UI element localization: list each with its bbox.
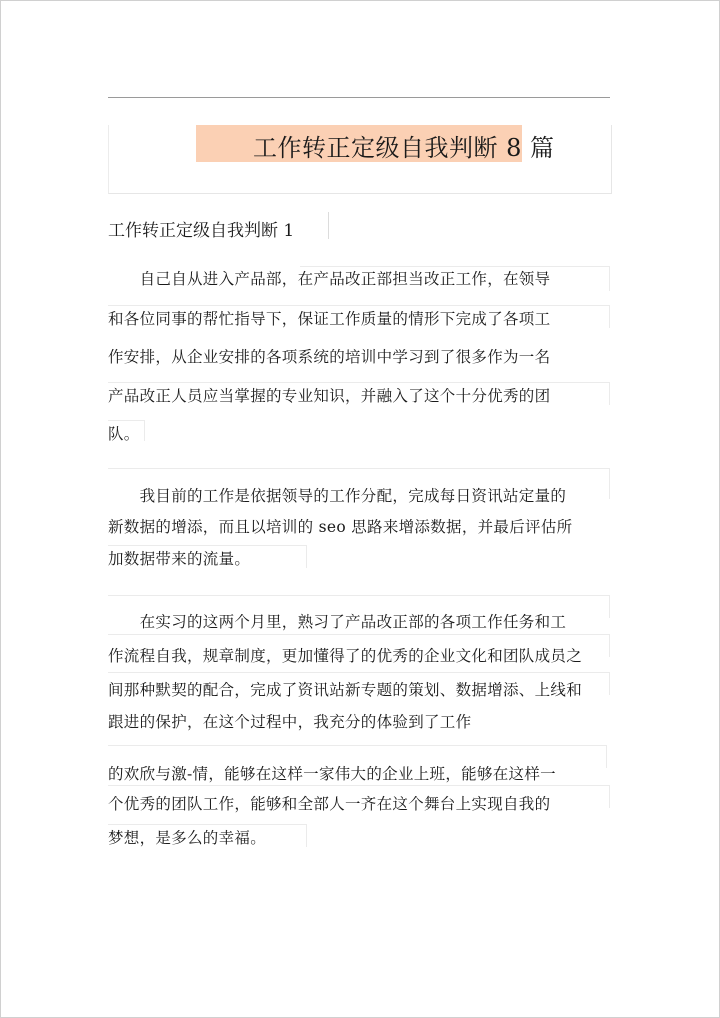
- paragraph-line: 加数据带来的流量。: [108, 550, 251, 568]
- paragraph-line: 梦想，是多么的幸福。: [108, 829, 267, 847]
- paragraph-line: 在实习的这两个月里，熟习了产品改正部的各项工作任务和工: [108, 613, 567, 631]
- section-heading-frame: [328, 212, 329, 239]
- paragraph-line: 的欢欣与激-情，能够在这样一家伟大的企业上班，能够在这样一: [108, 765, 556, 783]
- paragraph-line: 自己自从进入产品部，在产品改正部担当改正工作，在领导: [108, 270, 551, 288]
- section-heading: 工作转正定级自我判断 1: [108, 221, 295, 241]
- header-rule: [108, 97, 610, 98]
- paragraph-line: 产品改正人员应当掌握的专业知识，并融入了这个十分优秀的团: [108, 387, 551, 405]
- paragraph-line: 作流程自我，规章制度，更加懂得了的优秀的企业文化和团队成员之: [108, 647, 583, 665]
- paragraph-line: 新数据的增添，而且以培训的 seo 思路来增添数据，并最后评估所: [108, 518, 573, 536]
- paragraph-line: 队。: [108, 425, 140, 443]
- paragraph-line: 我目前的工作是依据领导的工作分配，完成每日资讯站定量的: [108, 487, 567, 505]
- document-title: 工作转正定级自我判断 8 篇: [253, 134, 555, 162]
- paragraph-line: 和各位同事的帮忙指导下，保证工作质量的情形下完成了各项工: [108, 310, 551, 328]
- paragraph-line: 个优秀的团队工作，能够和全部人一齐在这个舞台上实现自我的: [108, 795, 551, 813]
- paragraph-line: 作安排，从企业安排的各项系统的培训中学习到了很多作为一名: [108, 348, 551, 366]
- paragraph-line: 间那种默契的配合，完成了资讯站新专题的策划、数据增添、上线和: [108, 681, 583, 699]
- paragraph-line: 跟进的保护，在这个过程中，我充分的体验到了工作: [108, 713, 472, 731]
